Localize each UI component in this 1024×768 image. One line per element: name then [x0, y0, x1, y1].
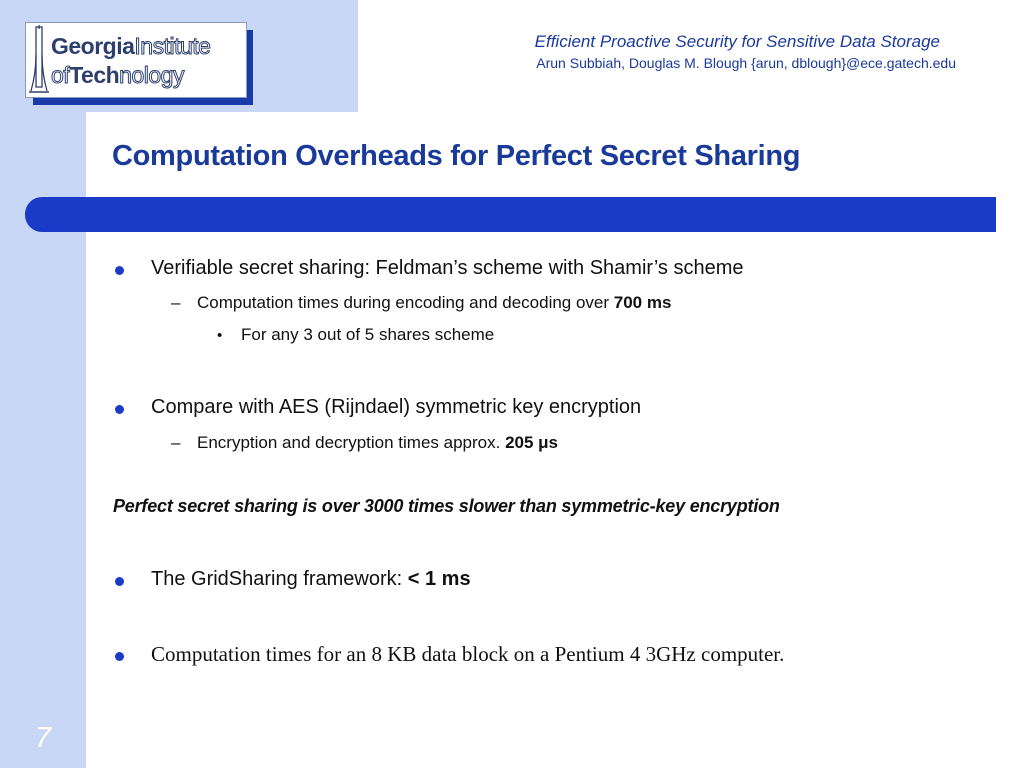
georgia-tech-logo: [25, 22, 247, 98]
bullet-1-sub-text: Computation times during encoding and decoding over: [197, 293, 614, 312]
tech-tower-icon: [28, 25, 50, 95]
slide-title: Computation Overheads for Perfect Secret Sharing: [112, 140, 801, 172]
bullet-dot-icon: [115, 266, 124, 275]
bullet-3-value: < 1 ms: [407, 568, 471, 590]
dash-marker: –: [171, 293, 181, 312]
bullet-2: Compare with AES (Rijndael) symmetric key encryption: [151, 396, 642, 418]
title-underline-bar: [25, 197, 996, 232]
logo-nology: nology: [119, 62, 184, 88]
logo-tech: Tech: [69, 62, 120, 88]
subsub-marker: •: [217, 327, 223, 344]
logo-line-2: [51, 62, 184, 89]
talk-title: Efficient Proactive Security for Sensitive Data Storage: [534, 32, 940, 51]
conclusion-statement: Perfect secret sharing is over 3000 times slower than symmetric-key encryption: [113, 496, 780, 516]
bullet-1-sub-value: 700 ms: [613, 293, 672, 312]
bullet-1: Verifiable secret sharing: Feldman’s scheme with Shamir’s scheme: [151, 257, 744, 279]
authors-line: Arun Subbiah, Douglas M. Blough {arun, dblough}@ece.gatech.edu: [536, 55, 956, 71]
left-decorative-band: [0, 0, 86, 768]
logo-line-1: [51, 33, 210, 60]
logo-of: of: [51, 62, 70, 88]
bullet-1-sub: [197, 293, 671, 313]
bullet-3: [151, 568, 471, 591]
dash-marker: –: [171, 433, 181, 452]
bullet-2-sub: [197, 433, 558, 453]
bullet-dot-icon: [115, 405, 124, 414]
bullet-dot-icon: [115, 652, 124, 661]
bullet-dot-icon: [115, 577, 124, 586]
bullet-1-subsub: For any 3 out of 5 shares scheme: [241, 325, 495, 344]
logo-institute: Institute: [134, 33, 211, 59]
bullet-2-sub-text: Encryption and decryption times approx.: [197, 433, 506, 452]
bullet-4: Computation times for an 8 KB data block on a Pentium 4 3GHz computer.: [151, 642, 785, 666]
page-number: 7: [34, 722, 52, 754]
bullet-2-sub-value: 205 μs: [505, 433, 559, 452]
bullet-3-text: The GridSharing framework:: [151, 568, 408, 590]
logo-georgia: Georgia: [51, 33, 135, 59]
